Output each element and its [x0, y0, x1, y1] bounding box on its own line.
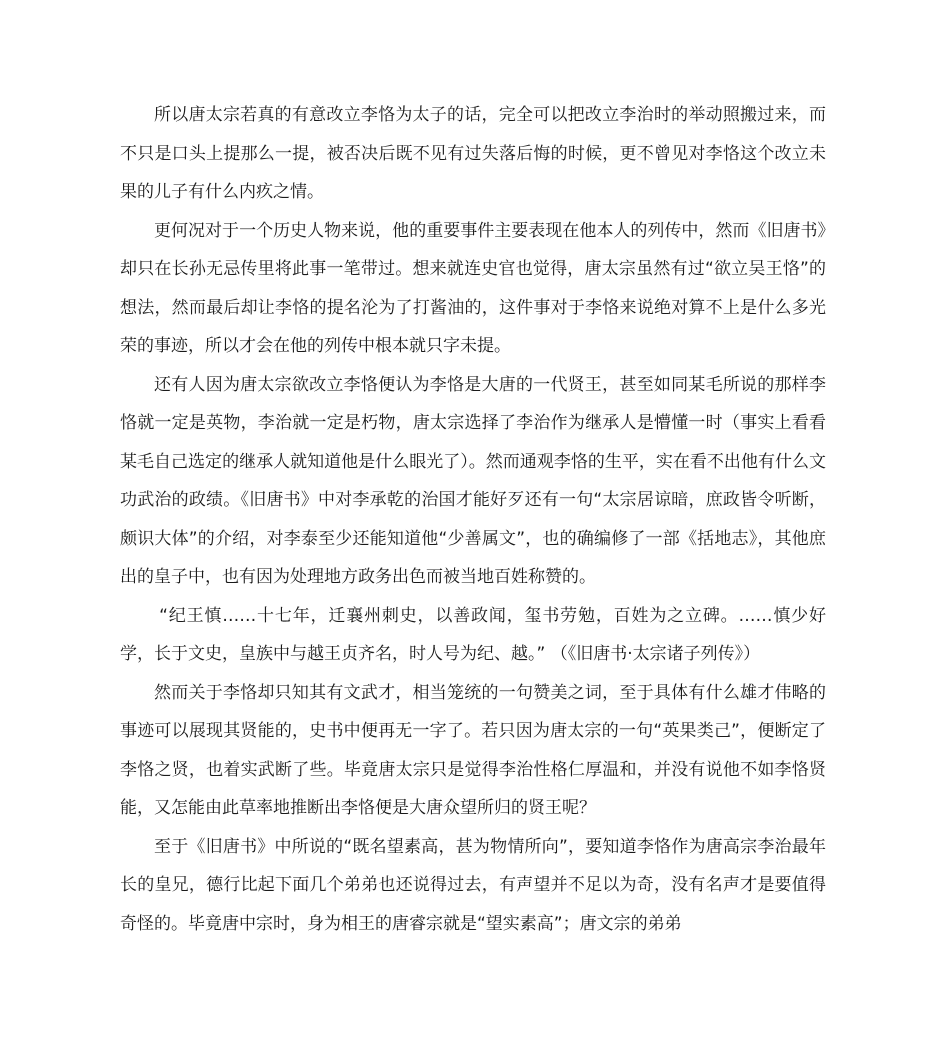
quote-paragraph: “纪王慎……十七年，迁襄州刺史，以善政闻，玺书劳勉，百姓为之立碑。……慎少好学，长于文史，皇族中与越王贞齐名，时人号为纪、越。” （《旧唐书·太宗诸子列传》）: [120, 605, 826, 664]
paragraph-2: 更何况对于一个历史人物来说，他的重要事件主要表现在他本人的列传中，然而《旧唐书》却只在长孙无忌传里将此事一笔带过。想来就连史官也觉得，唐太宗虽然有过“欲立吴王恪”的想法，然而最后却让李恪的提名沦为了打酱油的，这件事对于李恪来说绝对算不上是什么多光荣的事迹，所以才会在他的列传中根本就只字未提。: [120, 220, 826, 356]
paragraph-5: 然而关于李恪却只知其有文武才，相当笼统的一句赞美之词，至于具体有什么雄才伟略的事迹可以展现其贤能的，史书中便再无一字了。若只因为唐太宗的一句“英果类己”，便断定了李恪之贤，也着实武断了些。毕竟唐太宗只是觉得李治性格仁厚温和，并没有说他不如李恪贤能，又怎能由此草率地推断出李恪便是大唐众望所归的贤王呢？: [120, 682, 826, 818]
document-page: [120, 96, 826, 943]
paragraph-6: 至于《旧唐书》中所说的“既名望素高，甚为物情所向”，要知道李恪作为唐高宗李治最年长的皇兄，德行比起下面几个弟弟也还说得过去，有声望并不足以为奇，没有名声才是要值得奇怪的。毕竟唐中宗时，身为相王的唐睿宗就是“望实素高”；唐文宗的弟弟: [120, 836, 826, 934]
paragraph-1: 所以唐太宗若真的有意改立李恪为太子的话，完全可以把改立李治时的举动照搬过来，而不只是口头上提那么一提，被否决后既不见有过失落后悔的时候，更不曾见对李恪这个改立未果的儿子有什么内疚之情。: [120, 105, 826, 202]
paragraph-3: 还有人因为唐太宗欲改立李恪便认为李恪是大唐的一代贤王，甚至如同某毛所说的那样李恪就一定是英物，李治就一定是朽物，唐太宗选择了李治作为继承人是懵懂一时（事实上看看某毛自己选定的继承人就知道他是什么眼光了）。然而通观李恪的生平，实在看不出他有什么文功武治的政绩。《旧唐书》中对李承乾的治国才能好歹还有一句“太宗居谅暗，庶政皆令听断，颇识大体”的介绍，对李泰至少还能知道他“少善属文”，也的确编修了一部《括地志》，其他庶出的皇子中，也有因为处理地方政务出色而被当地百姓称赞的。: [120, 374, 826, 587]
